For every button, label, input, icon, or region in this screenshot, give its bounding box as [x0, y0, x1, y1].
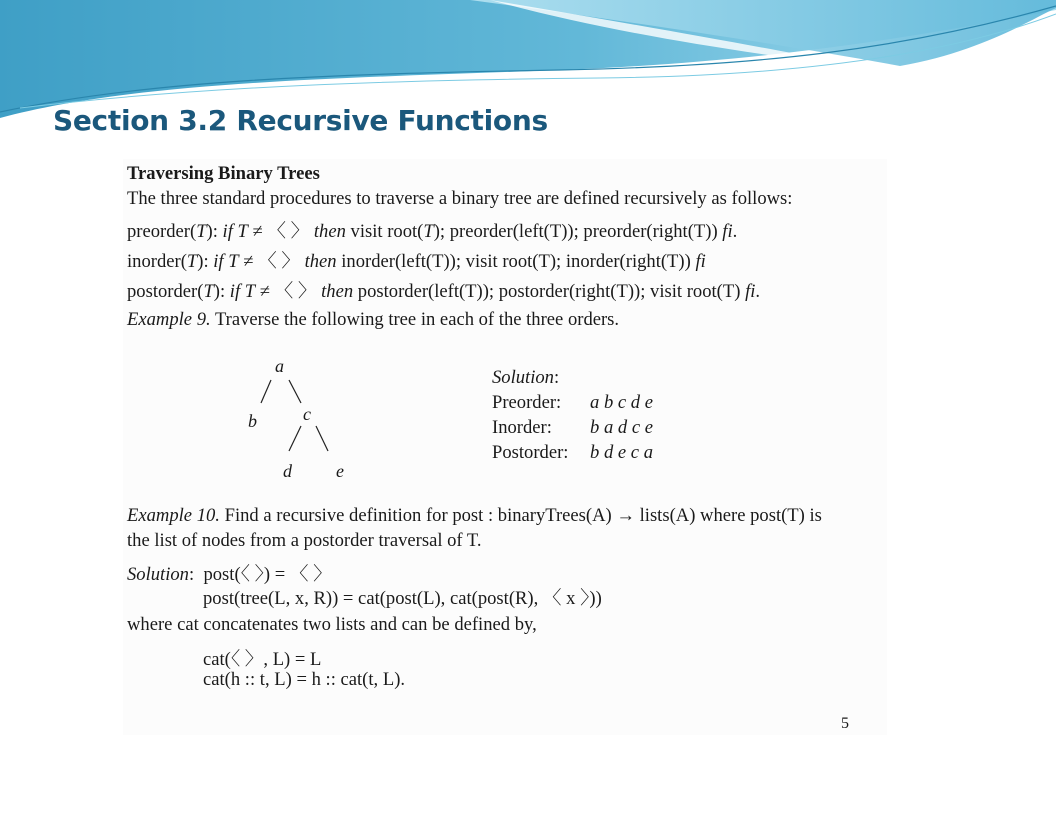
edge-c-d: [289, 426, 301, 451]
tree-node-d: d: [283, 461, 292, 481]
tree-node-c: c: [303, 404, 311, 424]
example-10-solution: Solution: post(〈 〉) = 〈 〉: [127, 564, 332, 585]
document-image: [123, 159, 887, 735]
tree-node-b: b: [248, 411, 257, 431]
solution-10-label: Solution: [127, 564, 189, 585]
cat-intro: where cat concatenates two lists and can be defined by,: [127, 614, 537, 635]
example-9-text: Traverse the following tree in each of the three orders.: [214, 309, 620, 330]
postorder-rest: postorder(left(T)); postorder(right(T)); visit root(T): [357, 281, 741, 302]
post-base-case: post(〈 〉) = 〈 〉: [203, 564, 332, 585]
example-10-label: Example 10.: [127, 505, 220, 526]
example-9-solution: Solution: Preorder: a b c d e Inorder: b a d c e Postorder: b d e c a: [492, 367, 653, 463]
example-9-label: Example 9.: [127, 309, 211, 330]
example-10-line2: the list of nodes from a postorder traversal of T.: [127, 530, 482, 551]
tree-edges: [123, 159, 363, 489]
edge-a-c: [289, 380, 301, 403]
preorder-result: [492, 390, 653, 415]
inorder-sequence: b a d c e: [590, 417, 653, 438]
preorder-definition: preorder(T): if T ≠ 〈 〉 then visit root(T); preorder(left(T)); preorder(right(T)) fi.: [127, 221, 738, 242]
inorder-label: Inorder:: [492, 417, 552, 438]
inorder-definition: inorder(T): if T ≠ 〈 〉 then inorder(left(T)); visit root(T); inorder(right(T)) fi: [127, 251, 706, 272]
postorder-definition: postorder(T): if T ≠ 〈 〉 then postorder(left(T)); postorder(right(T)); visit root(T) fi.: [127, 281, 761, 302]
post-recursive-case: post(tree(L, x, R)) = cat(post(L), cat(post(R), 〈 x 〉)): [203, 588, 602, 609]
preorder-sequence: a b c d e: [590, 392, 653, 413]
preorder-label: Preorder:: [492, 392, 562, 413]
preorder-name: preorder: [127, 221, 190, 242]
postorder-result: [492, 440, 653, 465]
example-10: [127, 505, 822, 527]
preorder-rest: preorder(left(T)); preorder(right(T)): [449, 221, 718, 242]
tree-node-e: e: [336, 461, 344, 481]
postorder-label: Postorder:: [492, 442, 569, 463]
tree-node-a: a: [275, 356, 284, 376]
section-heading: Traversing Binary Trees: [127, 163, 320, 184]
inorder-result: [492, 415, 653, 440]
solution-label: Solution: [492, 367, 554, 388]
intro-text: The three standard procedures to traverse a binary tree are defined recursively as follows:: [127, 188, 793, 209]
edge-a-b: [261, 380, 271, 403]
postorder-sequence: b d e c a: [590, 442, 653, 463]
inorder-name: inorder: [127, 251, 181, 272]
page-number: 5: [841, 715, 849, 732]
edge-c-e: [316, 426, 328, 451]
slide-title: Section 3.2 Recursive Functions: [53, 104, 548, 137]
cat-base-case: cat(〈 〉, L) = L: [203, 649, 322, 670]
postorder-name: postorder: [127, 281, 198, 302]
example-10-line1: Find a recursive definition for post : binaryTrees(A) → lists(A) where post(T) is: [224, 505, 822, 526]
inorder-rest: inorder(left(T)); visit root(T); inorder(right(T)): [341, 251, 691, 272]
cat-recursive-case: cat(h :: t, L) = h :: cat(t, L).: [203, 669, 406, 690]
